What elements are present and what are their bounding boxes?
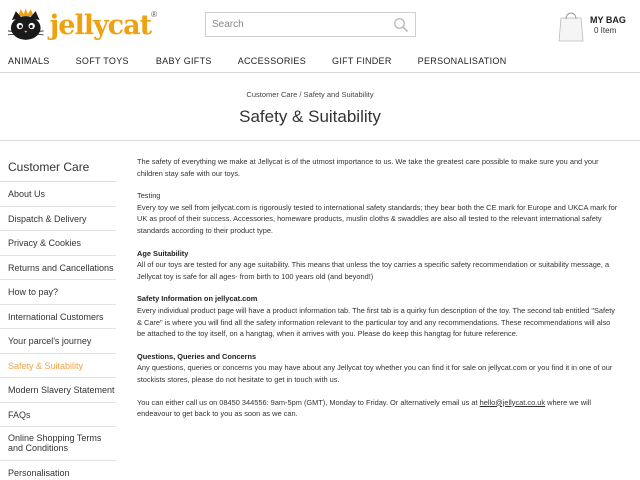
sidebar-item-terms[interactable]: Online Shopping Terms and Conditions <box>0 427 116 461</box>
nav-animals[interactable]: ANIMALS <box>8 56 50 66</box>
cat-logo-icon <box>6 6 46 44</box>
site-header <box>0 0 640 48</box>
sidebar-item-personalisation[interactable]: Personalisation <box>0 461 116 480</box>
sidebar-heading: Customer Care <box>0 152 116 182</box>
nav-soft-toys[interactable]: SOFT TOYS <box>75 56 129 66</box>
age-heading: Age Suitability <box>137 248 189 258</box>
testing-paragraph: Every toy we sell from jellycat.com is rigorously tested to international safety standards; they bear both the CE mark for Europe and UKCA mark for UK as proof of their success. Accessories, homeware products, muslin cloths & swaddles are also all tested to the relevant international safety standards according to their product type. <box>137 202 618 235</box>
logo-wordmark: jellycat® <box>49 9 156 41</box>
sidebar-item-how-to-pay[interactable]: How to pay? <box>0 280 116 305</box>
main-nav <box>0 50 640 73</box>
page-title: Safety & Suitability <box>239 107 381 126</box>
intro-paragraph: The safety of everything we make at Jellycat is of the utmost importance to us. We take the greatest care possible to make sure you and your children stay safe with our toys. <box>137 157 599 178</box>
sidebar-item-about-us[interactable]: About Us <box>0 182 116 207</box>
email-link[interactable]: hello@jellycat.co.uk <box>479 397 546 407</box>
sidebar-item-dispatch-delivery[interactable]: Dispatch & Delivery <box>0 207 116 232</box>
testing-heading: Testing <box>137 191 161 201</box>
nav-gift-finder[interactable]: GIFT FINDER <box>332 56 392 66</box>
nav-personalisation[interactable]: PERSONALISATION <box>417 56 507 66</box>
sidebar-item-returns[interactable]: Returns and Cancellations <box>0 256 116 281</box>
contact-text-before: You can either call us on 08450 344556: 9am-5pm (GMT), Monday to Friday. Or alternatively email us at <box>137 397 480 407</box>
sidebar-item-parcel-journey[interactable]: Your parcel's journey <box>0 329 116 354</box>
search-input[interactable] <box>206 13 386 36</box>
search-icon[interactable] <box>393 17 409 33</box>
jellycat-logo[interactable] <box>6 6 156 44</box>
shopping-bag-icon <box>557 8 585 42</box>
my-bag[interactable] <box>557 8 637 42</box>
questions-paragraph: Any questions, queries or concerns you may have about any Jellycat toy whether you can find it for sale on jellycat.com or you find it in one of our stockists stores, please do not hesitate to get in touch with us. <box>137 363 613 384</box>
contact-paragraph <box>137 397 619 420</box>
article-body <box>137 156 619 420</box>
nav-accessories[interactable]: ACCESSORIES <box>237 56 307 66</box>
contact-text-after: where we will endeavour to get back to you as soon as we can. <box>137 397 592 419</box>
divider <box>0 140 640 141</box>
sidebar-item-safety-suitability[interactable]: Safety & Suitability <box>0 354 116 379</box>
nav-baby-gifts[interactable]: BABY GIFTS <box>155 56 212 66</box>
customer-care-sidebar <box>0 152 116 480</box>
info-paragraph: Every individual product page will have a product information tab. The first tab is a quirky fun description of the toy. The second tab entitled "Safety & Care" is where you will find all the safety information relevant to the particular toy and any recommendations. These recommendations will also be attached to the toy itself, on a hangtag, when it arrives with you. Please do keep this hangtag for future reference. <box>137 305 615 339</box>
sidebar-item-modern-slavery[interactable]: Modern Slavery Statement <box>0 378 116 403</box>
info-heading: Safety Information on jellycat.com <box>137 294 258 304</box>
questions-heading: Questions, Queries and Concerns <box>137 351 257 361</box>
bag-title: MY BAG <box>590 15 626 25</box>
breadcrumb[interactable]: Customer Care / Safety and Suitability <box>246 90 374 99</box>
sidebar-item-faqs[interactable]: FAQs <box>0 403 116 428</box>
search-box <box>205 12 416 37</box>
sidebar-item-international[interactable]: International Customers <box>0 305 116 330</box>
age-paragraph: All of our toys are tested for any age suitability. This means that unless the toy carries a specific safety recommendation or suitability message, a Jellycat toy is safe for all ages- from birth to 100 years old (and beyond!) <box>137 260 610 281</box>
bag-item-count: 0 Item <box>594 26 617 35</box>
sidebar-item-privacy-cookies[interactable]: Privacy & Cookies <box>0 231 116 256</box>
